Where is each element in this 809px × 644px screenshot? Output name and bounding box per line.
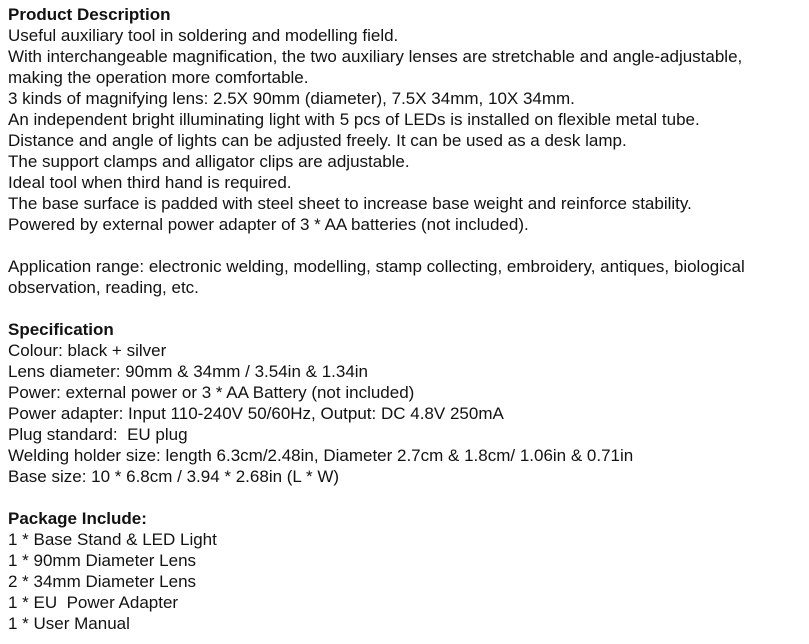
package-include-line: 2 * 34mm Diameter Lens [8, 572, 197, 591]
application-range-line: observation, reading, etc. [8, 278, 199, 297]
specification-line: Welding holder size: length 6.3cm/2.48in, Diameter 2.7cm & 1.8cm/ 1.06in & 0.71in [8, 446, 634, 465]
product-description-line: The base surface is padded with steel sheet to increase base weight and reinforce stability. [8, 194, 692, 213]
product-description-line: Ideal tool when third hand is required. [8, 173, 292, 192]
package-include-line: 1 * 90mm Diameter Lens [8, 551, 197, 570]
product-description-line: The support clamps and alligator clips are adjustable. [8, 152, 410, 171]
specification-line: Colour: black + silver [8, 341, 167, 360]
package-include-line: 1 * Base Stand & LED Light [8, 530, 217, 549]
package-include-line: 1 * User Manual [8, 614, 130, 633]
product-description-line: With interchangeable magnification, the two auxiliary lenses are stretchable and angle-adjustable, [8, 47, 743, 66]
product-description-line: 3 kinds of magnifying lens: 2.5X 90mm (diameter), 7.5X 34mm, 10X 34mm. [8, 89, 575, 108]
product-description-line: Powered by external power adapter of 3 * AA batteries (not included). [8, 215, 529, 234]
product-description-line: making the operation more comfortable. [8, 68, 309, 87]
package-include-line: 1 * EU Power Adapter [8, 593, 179, 612]
specification-line: Plug standard: EU plug [8, 425, 188, 444]
product-description-line: Distance and angle of lights can be adjusted freely. It can be used as a desk lamp. [8, 131, 627, 150]
product-description-line: Useful auxiliary tool in soldering and modelling field. [8, 26, 399, 45]
specification-line: Base size: 10 * 6.8cm / 3.94 * 2.68in (L * W) [8, 467, 340, 486]
section-heading-specification: Specification [8, 320, 114, 339]
specification-line: Power adapter: Input 110-240V 50/60Hz, Output: DC 4.8V 250mA [8, 404, 504, 423]
section-heading-product-description: Product Description [8, 5, 171, 24]
application-range-line: Application range: electronic welding, modelling, stamp collecting, embroidery, antiques, biological [8, 257, 745, 276]
product-description-line: An independent bright illuminating light with 5 pcs of LEDs is installed on flexible metal tube. [8, 110, 700, 129]
specification-line: Power: external power or 3 * AA Battery (not included) [8, 383, 415, 402]
specification-line: Lens diameter: 90mm & 34mm / 3.54in & 1.34in [8, 362, 369, 381]
section-heading-package-include: Package Include: [8, 509, 147, 528]
